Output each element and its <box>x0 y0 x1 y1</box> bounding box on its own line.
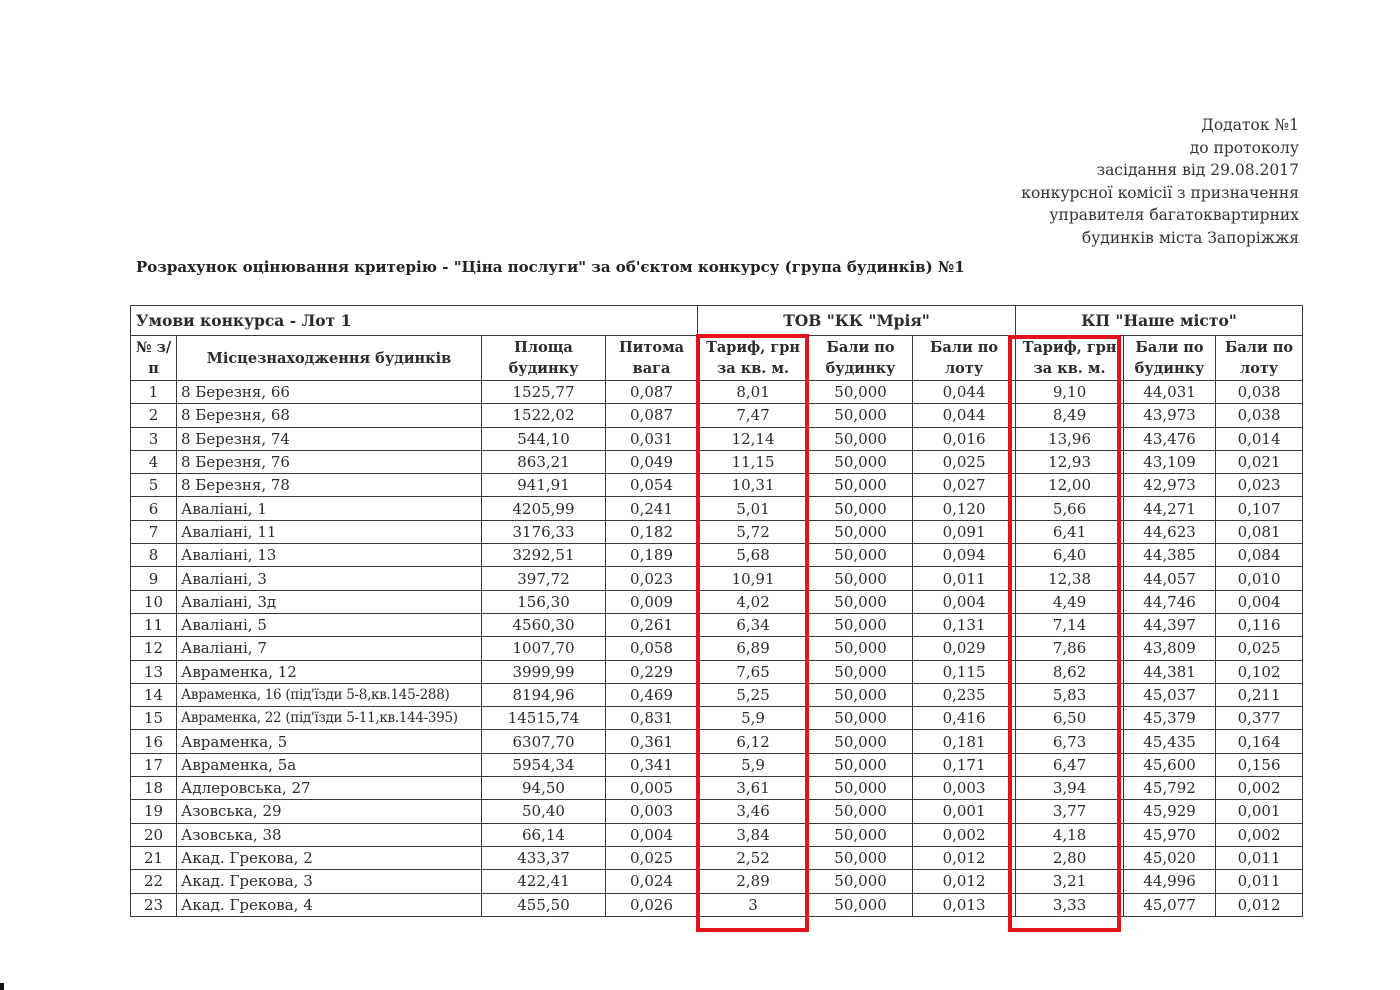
building-area-cell: 1007,70 <box>482 637 606 660</box>
row-number-cell: 8 <box>131 544 177 567</box>
points-lot-company1-cell: 0,025 <box>913 450 1016 473</box>
tariff-company1-cell: 5,68 <box>698 544 809 567</box>
points-building-company2-cell: 44,746 <box>1124 590 1216 613</box>
table-row <box>131 707 1303 730</box>
points-building-company1-cell: 50,000 <box>809 590 913 613</box>
points-lot-company2-cell: 0,084 <box>1216 544 1303 567</box>
specific-weight-cell: 0,261 <box>606 613 698 636</box>
row-number-cell: 4 <box>131 450 177 473</box>
building-address-cell: 8 Березня, 68 <box>177 404 482 427</box>
table-row <box>131 474 1303 497</box>
building-address-cell: 8 Березня, 74 <box>177 427 482 450</box>
points-building-company2-cell: 44,996 <box>1124 870 1216 893</box>
document-title: Розрахунок оцінювання критерію - "Ціна послуги" за об'єктом конкурсу (група будинків) №1 <box>136 258 965 276</box>
table-row <box>131 404 1303 427</box>
points-lot-company2-cell: 0,102 <box>1216 660 1303 683</box>
tariff-company2-cell: 12,00 <box>1016 474 1124 497</box>
tariff-company1-cell: 6,89 <box>698 637 809 660</box>
tariff-company2-cell: 6,73 <box>1016 730 1124 753</box>
points-building-company2-cell: 43,809 <box>1124 637 1216 660</box>
points-lot-company1-cell: 0,091 <box>913 520 1016 543</box>
addendum-line: засідання від 29.08.2017 <box>1096 161 1299 179</box>
col-location-header: Місцезнаходження будинків <box>177 336 482 381</box>
row-number-cell: 11 <box>131 613 177 636</box>
tariff-company2-cell: 3,33 <box>1016 893 1124 916</box>
points-lot-company1-cell: 0,131 <box>913 613 1016 636</box>
building-address-cell: Аваліані, 1 <box>177 497 482 520</box>
points-building-company2-cell: 43,476 <box>1124 427 1216 450</box>
tariff-company2-cell: 4,18 <box>1016 823 1124 846</box>
points-building-company1-cell: 50,000 <box>809 637 913 660</box>
points-lot-company2-cell: 0,164 <box>1216 730 1303 753</box>
points-lot-company1-cell: 0,001 <box>913 800 1016 823</box>
building-area-cell: 397,72 <box>482 567 606 590</box>
specific-weight-cell: 0,026 <box>606 893 698 916</box>
building-area-cell: 14515,74 <box>482 707 606 730</box>
points-building-company2-cell: 45,379 <box>1124 707 1216 730</box>
row-number-cell: 2 <box>131 404 177 427</box>
table-row <box>131 590 1303 613</box>
building-address-cell: Адлеровська, 27 <box>177 777 482 800</box>
points-lot-company1-cell: 0,012 <box>913 846 1016 869</box>
table-row <box>131 520 1303 543</box>
specific-weight-cell: 0,049 <box>606 450 698 473</box>
row-number-cell: 9 <box>131 567 177 590</box>
table-row <box>131 381 1303 404</box>
tariff-company1-cell: 12,14 <box>698 427 809 450</box>
row-number-cell: 7 <box>131 520 177 543</box>
points-lot-company2-cell: 0,038 <box>1216 404 1303 427</box>
points-lot-company2-cell: 0,001 <box>1216 800 1303 823</box>
building-area-cell: 1525,77 <box>482 381 606 404</box>
building-address-cell: Аваліані, 3д <box>177 590 482 613</box>
building-area-cell: 455,50 <box>482 893 606 916</box>
points-building-company2-cell: 44,271 <box>1124 497 1216 520</box>
row-number-cell: 10 <box>131 590 177 613</box>
specific-weight-cell: 0,003 <box>606 800 698 823</box>
building-address-cell: Авраменка, 12 <box>177 660 482 683</box>
building-area-cell: 3176,33 <box>482 520 606 543</box>
building-area-cell: 94,50 <box>482 777 606 800</box>
specific-weight-cell: 0,241 <box>606 497 698 520</box>
company2-header: КП "Наше місто" <box>1016 306 1303 336</box>
row-number-cell: 19 <box>131 800 177 823</box>
table-row <box>131 637 1303 660</box>
points-building-company2-cell: 43,973 <box>1124 404 1216 427</box>
specific-weight-cell: 0,023 <box>606 567 698 590</box>
addendum-line: будинків міста Запоріжжя <box>1081 228 1299 247</box>
specific-weight-cell: 0,341 <box>606 753 698 776</box>
specific-weight-cell: 0,005 <box>606 777 698 800</box>
points-lot-company2-cell: 0,156 <box>1216 753 1303 776</box>
points-building-company2-cell: 45,970 <box>1124 823 1216 846</box>
specific-weight-cell: 0,009 <box>606 590 698 613</box>
row-number-cell: 13 <box>131 660 177 683</box>
points-building-company2-cell: 45,600 <box>1124 753 1216 776</box>
building-area-cell: 6307,70 <box>482 730 606 753</box>
specific-weight-cell: 0,004 <box>606 823 698 846</box>
points-lot-company2-cell: 0,038 <box>1216 381 1303 404</box>
tariff-company1-cell: 5,25 <box>698 683 809 706</box>
points-building-company2-cell: 45,020 <box>1124 846 1216 869</box>
points-building-company1-cell: 50,000 <box>809 404 913 427</box>
points-building-company2-cell: 44,031 <box>1124 381 1216 404</box>
points-lot-company2-cell: 0,211 <box>1216 683 1303 706</box>
tariff-company2-cell: 3,77 <box>1016 800 1124 823</box>
table-row <box>131 777 1303 800</box>
points-lot-company2-cell: 0,116 <box>1216 613 1303 636</box>
points-building-company2-cell: 43,109 <box>1124 450 1216 473</box>
points-lot-company1-cell: 0,016 <box>913 427 1016 450</box>
col-points-lot1-header: Бали по лоту <box>913 336 1016 381</box>
building-area-cell: 422,41 <box>482 870 606 893</box>
addendum-line: конкурсної комісії з призначення <box>1021 183 1299 202</box>
points-building-company2-cell: 45,037 <box>1124 683 1216 706</box>
specific-weight-cell: 0,831 <box>606 707 698 730</box>
tariff-company1-cell: 3,61 <box>698 777 809 800</box>
specific-weight-cell: 0,031 <box>606 427 698 450</box>
points-building-company2-cell: 42,973 <box>1124 474 1216 497</box>
points-lot-company1-cell: 0,235 <box>913 683 1016 706</box>
points-building-company1-cell: 50,000 <box>809 753 913 776</box>
tariff-company1-cell: 8,01 <box>698 381 809 404</box>
points-building-company1-cell: 50,000 <box>809 707 913 730</box>
col-points-lot2-header: Бали по лоту <box>1216 336 1303 381</box>
points-lot-company1-cell: 0,171 <box>913 753 1016 776</box>
building-area-cell: 433,37 <box>482 846 606 869</box>
points-building-company2-cell: 45,792 <box>1124 777 1216 800</box>
building-area-cell: 8194,96 <box>482 683 606 706</box>
tariff-company1-cell: 3 <box>698 893 809 916</box>
table-row <box>131 427 1303 450</box>
tariff-company1-cell: 7,65 <box>698 660 809 683</box>
points-lot-company1-cell: 0,416 <box>913 707 1016 730</box>
col-points-building1-header: Бали по будинку <box>809 336 913 381</box>
building-address-cell: Аваліані, 13 <box>177 544 482 567</box>
specific-weight-cell: 0,087 <box>606 404 698 427</box>
row-number-cell: 1 <box>131 381 177 404</box>
points-building-company1-cell: 50,000 <box>809 823 913 846</box>
table-row <box>131 870 1303 893</box>
table-row <box>131 846 1303 869</box>
tariff-company2-cell: 5,83 <box>1016 683 1124 706</box>
points-building-company1-cell: 50,000 <box>809 730 913 753</box>
points-lot-company1-cell: 0,012 <box>913 870 1016 893</box>
points-lot-company1-cell: 0,003 <box>913 777 1016 800</box>
points-lot-company1-cell: 0,044 <box>913 404 1016 427</box>
tariff-company2-cell: 9,10 <box>1016 381 1124 404</box>
tariff-company2-cell: 5,66 <box>1016 497 1124 520</box>
tariff-company1-cell: 5,01 <box>698 497 809 520</box>
points-building-company1-cell: 50,000 <box>809 893 913 916</box>
building-address-cell: Аваліані, 7 <box>177 637 482 660</box>
building-area-cell: 4205,99 <box>482 497 606 520</box>
building-area-cell: 50,40 <box>482 800 606 823</box>
building-area-cell: 5954,34 <box>482 753 606 776</box>
building-area-cell: 66,14 <box>482 823 606 846</box>
points-building-company2-cell: 44,623 <box>1124 520 1216 543</box>
tariff-company2-cell: 7,86 <box>1016 637 1124 660</box>
points-building-company1-cell: 50,000 <box>809 474 913 497</box>
points-building-company2-cell: 44,057 <box>1124 567 1216 590</box>
row-number-cell: 16 <box>131 730 177 753</box>
building-address-cell: Авраменка, 22 (під'їзди 5-11,кв.144-395) <box>177 707 482 730</box>
building-area-cell: 3292,51 <box>482 544 606 567</box>
tariff-company1-cell: 2,52 <box>698 846 809 869</box>
tariff-company1-cell: 10,91 <box>698 567 809 590</box>
specific-weight-cell: 0,025 <box>606 846 698 869</box>
building-address-cell: Акад. Грекова, 2 <box>177 846 482 869</box>
row-number-cell: 22 <box>131 870 177 893</box>
points-lot-company2-cell: 0,010 <box>1216 567 1303 590</box>
table-row <box>131 567 1303 590</box>
specific-weight-cell: 0,024 <box>606 870 698 893</box>
specific-weight-cell: 0,087 <box>606 381 698 404</box>
points-building-company1-cell: 50,000 <box>809 450 913 473</box>
table-row <box>131 753 1303 776</box>
col-number-header: № з/п <box>131 336 177 381</box>
points-lot-company2-cell: 0,011 <box>1216 846 1303 869</box>
tariff-company1-cell: 6,12 <box>698 730 809 753</box>
points-building-company1-cell: 50,000 <box>809 497 913 520</box>
tariff-company1-cell: 4,02 <box>698 590 809 613</box>
scan-edge-mark <box>0 983 4 990</box>
table-row <box>131 823 1303 846</box>
points-lot-company2-cell: 0,004 <box>1216 590 1303 613</box>
tariff-company2-cell: 13,96 <box>1016 427 1124 450</box>
table-row <box>131 683 1303 706</box>
points-lot-company2-cell: 0,377 <box>1216 707 1303 730</box>
col-tariff1-header: Тариф, грн за кв. м. <box>698 336 809 381</box>
points-lot-company2-cell: 0,025 <box>1216 637 1303 660</box>
row-number-cell: 12 <box>131 637 177 660</box>
addendum-line: до протоколу <box>1189 138 1299 157</box>
specific-weight-cell: 0,469 <box>606 683 698 706</box>
points-lot-company1-cell: 0,004 <box>913 590 1016 613</box>
points-building-company2-cell: 44,381 <box>1124 660 1216 683</box>
points-lot-company2-cell: 0,014 <box>1216 427 1303 450</box>
points-building-company1-cell: 50,000 <box>809 427 913 450</box>
points-building-company1-cell: 50,000 <box>809 544 913 567</box>
points-building-company1-cell: 50,000 <box>809 381 913 404</box>
tariff-company2-cell: 6,47 <box>1016 753 1124 776</box>
points-lot-company2-cell: 0,002 <box>1216 823 1303 846</box>
points-building-company1-cell: 50,000 <box>809 613 913 636</box>
building-area-cell: 4560,30 <box>482 613 606 636</box>
tariff-company2-cell: 6,41 <box>1016 520 1124 543</box>
points-building-company2-cell: 45,929 <box>1124 800 1216 823</box>
building-address-cell: Акад. Грекова, 3 <box>177 870 482 893</box>
table-row <box>131 893 1303 916</box>
row-number-cell: 15 <box>131 707 177 730</box>
tariff-company1-cell: 10,31 <box>698 474 809 497</box>
points-lot-company1-cell: 0,027 <box>913 474 1016 497</box>
points-building-company1-cell: 50,000 <box>809 846 913 869</box>
building-address-cell: Акад. Грекова, 4 <box>177 893 482 916</box>
points-lot-company1-cell: 0,120 <box>913 497 1016 520</box>
points-building-company1-cell: 50,000 <box>809 683 913 706</box>
points-building-company1-cell: 50,000 <box>809 800 913 823</box>
table-row <box>131 660 1303 683</box>
company1-header: ТОВ "КК "Мрія" <box>698 306 1016 336</box>
col-tariff2-header: Тариф, грн за кв. м. <box>1016 336 1124 381</box>
row-number-cell: 18 <box>131 777 177 800</box>
tariff-company2-cell: 3,94 <box>1016 777 1124 800</box>
points-lot-company1-cell: 0,094 <box>913 544 1016 567</box>
specific-weight-cell: 0,058 <box>606 637 698 660</box>
table-row <box>131 613 1303 636</box>
points-lot-company1-cell: 0,044 <box>913 381 1016 404</box>
points-building-company2-cell: 44,397 <box>1124 613 1216 636</box>
row-number-cell: 21 <box>131 846 177 869</box>
specific-weight-cell: 0,189 <box>606 544 698 567</box>
row-number-cell: 5 <box>131 474 177 497</box>
points-lot-company2-cell: 0,002 <box>1216 777 1303 800</box>
tariff-company1-cell: 11,15 <box>698 450 809 473</box>
tariff-company2-cell: 12,93 <box>1016 450 1124 473</box>
specific-weight-cell: 0,361 <box>606 730 698 753</box>
points-building-company1-cell: 50,000 <box>809 777 913 800</box>
tariff-company1-cell: 7,47 <box>698 404 809 427</box>
points-lot-company1-cell: 0,181 <box>913 730 1016 753</box>
building-address-cell: Авраменка, 16 (під'їзди 5-8,кв.145-288) <box>177 683 482 706</box>
points-lot-company2-cell: 0,011 <box>1216 870 1303 893</box>
points-lot-company1-cell: 0,013 <box>913 893 1016 916</box>
tariff-company1-cell: 5,72 <box>698 520 809 543</box>
points-building-company1-cell: 50,000 <box>809 660 913 683</box>
tariff-company1-cell: 5,9 <box>698 707 809 730</box>
header-row-columns <box>131 336 1303 381</box>
row-number-cell: 23 <box>131 893 177 916</box>
building-address-cell: Авраменка, 5 <box>177 730 482 753</box>
building-address-cell: Азовська, 38 <box>177 823 482 846</box>
points-building-company2-cell: 44,385 <box>1124 544 1216 567</box>
points-lot-company1-cell: 0,011 <box>913 567 1016 590</box>
evaluation-table <box>130 305 1303 917</box>
tariff-company2-cell: 3,21 <box>1016 870 1124 893</box>
building-address-cell: 8 Березня, 76 <box>177 450 482 473</box>
points-building-company1-cell: 50,000 <box>809 870 913 893</box>
row-number-cell: 17 <box>131 753 177 776</box>
col-area-header: Площа будинку <box>482 336 606 381</box>
tariff-company1-cell: 6,34 <box>698 613 809 636</box>
specific-weight-cell: 0,229 <box>606 660 698 683</box>
points-lot-company1-cell: 0,029 <box>913 637 1016 660</box>
building-area-cell: 156,30 <box>482 590 606 613</box>
building-address-cell: Авраменка, 5а <box>177 753 482 776</box>
building-area-cell: 1522,02 <box>482 404 606 427</box>
tariff-company2-cell: 8,62 <box>1016 660 1124 683</box>
specific-weight-cell: 0,182 <box>606 520 698 543</box>
points-lot-company2-cell: 0,012 <box>1216 893 1303 916</box>
conditions-header: Умови конкурса - Лот 1 <box>131 306 698 336</box>
points-lot-company1-cell: 0,002 <box>913 823 1016 846</box>
table-row <box>131 450 1303 473</box>
row-number-cell: 3 <box>131 427 177 450</box>
tariff-company2-cell: 4,49 <box>1016 590 1124 613</box>
table-row <box>131 497 1303 520</box>
specific-weight-cell: 0,054 <box>606 474 698 497</box>
tariff-company1-cell: 2,89 <box>698 870 809 893</box>
row-number-cell: 6 <box>131 497 177 520</box>
building-address-cell: Аваліані, 3 <box>177 567 482 590</box>
tariff-company1-cell: 3,84 <box>698 823 809 846</box>
row-number-cell: 20 <box>131 823 177 846</box>
points-lot-company2-cell: 0,021 <box>1216 450 1303 473</box>
addendum-line: управителя багатоквартирних <box>1049 206 1299 224</box>
points-building-company2-cell: 45,077 <box>1124 893 1216 916</box>
col-points-building2-header: Бали по будинку <box>1124 336 1216 381</box>
building-address-cell: Аваліані, 5 <box>177 613 482 636</box>
points-building-company1-cell: 50,000 <box>809 567 913 590</box>
points-lot-company2-cell: 0,081 <box>1216 520 1303 543</box>
header-row-groups <box>131 306 1303 336</box>
building-area-cell: 3999,99 <box>482 660 606 683</box>
tariff-company2-cell: 7,14 <box>1016 613 1124 636</box>
col-weight-header: Питома вага <box>606 336 698 381</box>
addendum-line: Додаток №1 <box>1201 116 1299 134</box>
building-address-cell: 8 Березня, 78 <box>177 474 482 497</box>
points-lot-company1-cell: 0,115 <box>913 660 1016 683</box>
tariff-company1-cell: 3,46 <box>698 800 809 823</box>
building-address-cell: 8 Березня, 66 <box>177 381 482 404</box>
points-building-company2-cell: 45,435 <box>1124 730 1216 753</box>
building-area-cell: 941,91 <box>482 474 606 497</box>
building-address-cell: Аваліані, 11 <box>177 520 482 543</box>
points-building-company1-cell: 50,000 <box>809 520 913 543</box>
row-number-cell: 14 <box>131 683 177 706</box>
tariff-company2-cell: 8,49 <box>1016 404 1124 427</box>
building-address-cell: Азовська, 29 <box>177 800 482 823</box>
tariff-company2-cell: 2,80 <box>1016 846 1124 869</box>
addendum-block <box>1021 114 1299 249</box>
tariff-company2-cell: 12,38 <box>1016 567 1124 590</box>
table-row <box>131 544 1303 567</box>
points-lot-company2-cell: 0,023 <box>1216 474 1303 497</box>
building-area-cell: 544,10 <box>482 427 606 450</box>
table-row <box>131 800 1303 823</box>
tariff-company1-cell: 5,9 <box>698 753 809 776</box>
tariff-company2-cell: 6,50 <box>1016 707 1124 730</box>
tariff-company2-cell: 6,40 <box>1016 544 1124 567</box>
points-lot-company2-cell: 0,107 <box>1216 497 1303 520</box>
building-area-cell: 863,21 <box>482 450 606 473</box>
table-row <box>131 730 1303 753</box>
